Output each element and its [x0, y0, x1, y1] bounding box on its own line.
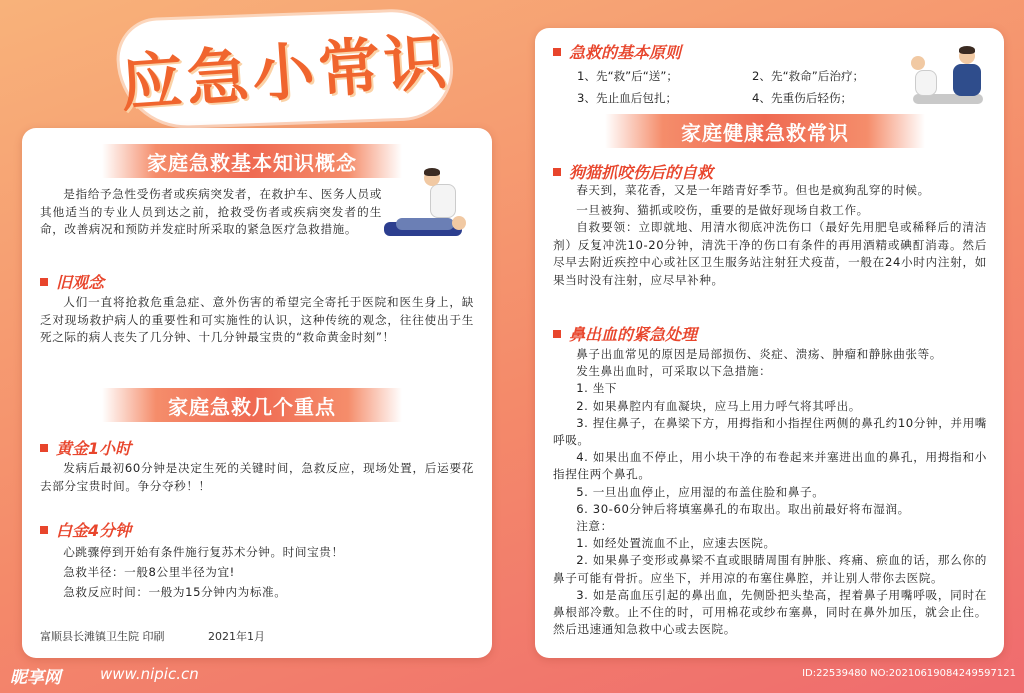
bite-para: 一旦被狗、猫抓或咬伤，重要的是做好现场自救工作。 — [576, 202, 869, 217]
nosebleed-para: 6. 30-60分钟后将填塞鼻孔的布取出。取出前最好将布湿润。 — [576, 501, 910, 516]
gold-heading-text: 黄金1小时 — [56, 439, 132, 458]
key-points-banner — [102, 388, 402, 422]
principles-list — [577, 68, 897, 106]
nosebleed-heading — [553, 322, 697, 345]
platinum-heading — [40, 518, 131, 541]
gold-heading — [40, 436, 131, 459]
bite-para: 自救要领：立即就地、用清水彻底冲洗伤口（最好先用肥皂或稀释后的清洁剂）反复冲洗10-20分钟，清洗干净的伤口有条件的再用酒精或碘酊消毒。然后尽早去附近疾控中心或社区卫生服务站注射狂犬疫苗，一般在24小时内注射，如果当时没有注射，应尽早补种。 — [553, 220, 987, 287]
bullet-square-icon — [40, 444, 48, 452]
principle-item: 3、先止血后包扎； — [577, 91, 678, 105]
principle-item: 2、先“救命”后治疗； — [752, 69, 865, 83]
bullet-square-icon — [40, 526, 48, 534]
platinum-line: 心跳骤停到开始有条件施行复苏术分钟。时间宝贵！ — [63, 545, 344, 559]
old-view-heading — [40, 270, 104, 293]
principles-heading — [553, 40, 681, 63]
old-view-heading-text: 旧观念 — [56, 273, 105, 292]
platinum-line: 急救反应时间：一般为15分钟内为标准。 — [63, 585, 287, 599]
nosebleed-para: 3. 如是高血压引起的鼻出血，先侧卧把头垫高，捏着鼻子用嘴呼吸，同时在鼻根部冷敷。止不住的时，可用棉花或纱布塞鼻，同时在鼻外加压，就会止住。然后迅速通知急救中心或去医院。 — [553, 587, 987, 637]
home-health-banner — [605, 114, 925, 148]
bite-body — [553, 182, 987, 290]
rescuers-illustration — [905, 42, 995, 112]
main-title-text: 应急小常识 — [118, 24, 453, 120]
main-title — [118, 12, 453, 122]
nosebleed-para: 4. 如果出血不停止，用小块干净的布卷起来并塞进出血的鼻孔，用拇指和小指捏住两个鼻孔。 — [553, 450, 987, 482]
principle-item: 4、先重伤后轻伤； — [752, 91, 853, 105]
key-points-heading: 家庭急救几个重点 — [168, 394, 336, 419]
cpr-illustration — [382, 166, 482, 246]
principle-item: 1、先“救”后“送”； — [577, 69, 678, 83]
home-health-heading: 家庭健康急救常识 — [681, 120, 849, 145]
bite-para: 春天到，菜花香，又是一年踏青好季节。但也是疯狗乱穿的时候。 — [576, 183, 930, 197]
right-card — [535, 28, 1004, 658]
left-card — [22, 128, 492, 658]
printer-org: 富顺县长滩镇卫生院 印刷 — [40, 630, 165, 643]
print-date: 2021年1月 — [208, 630, 265, 643]
watermark-id: ID:22539480 NO:20210619084249597121 — [802, 668, 1016, 679]
bullet-square-icon — [553, 48, 561, 56]
left-footer — [40, 628, 265, 644]
nosebleed-para: 2. 如果鼻腔内有血凝块，应马上用力呼气将其呼出。 — [576, 398, 861, 413]
platinum-heading-text: 白金4分钟 — [56, 521, 132, 540]
bullet-square-icon — [553, 330, 561, 338]
nosebleed-para: 3. 捏住鼻子，在鼻梁下方，用拇指和小指捏住两侧的鼻孔约10分钟，并用嘴呼吸。 — [553, 415, 987, 448]
concept-banner — [102, 144, 402, 178]
nosebleed-para: 5. 一旦出血停止，应用湿的布盖住脸和鼻子。 — [576, 484, 825, 499]
bullet-square-icon — [553, 168, 561, 176]
nosebleed-para: 1. 坐下 — [576, 381, 618, 396]
bite-heading-text: 狗猫抓咬伤后的自救 — [569, 163, 714, 182]
bullet-square-icon — [40, 278, 48, 286]
nosebleed-para: 2. 如果鼻子变形或鼻梁不直或眼睛周围有肿胀、疼痛、瘀血的话，那么你的鼻子可能有骨折。应坐下，并用凉的布塞住鼻腔，并让别人带你去医院。 — [553, 553, 987, 585]
platinum-line: 急救半径：一般8公里半径为宜! — [63, 565, 235, 579]
platinum-body — [40, 542, 474, 602]
nosebleed-heading-text: 鼻出血的紧急处理 — [569, 325, 698, 344]
nosebleed-para: 鼻子出血常见的原因是局部损伤、炎症、溃疡、肿瘤和静脉曲张等。 — [576, 347, 943, 361]
concept-body: 是指给予急性受伤者或疾病突发者，在救护车、医务人员或其他适当的专业人员到达之前，抢救受伤者或疾病突发者的生命，改善病况和预防并发症时所采取的紧急医疗急救措施。 — [40, 187, 382, 237]
nosebleed-para: 注意： — [576, 519, 613, 534]
gold-body: 发病后最初60分钟是决定生死的关键时间，急救反应，现场处置，后运要花去部分宝贵时间。争分夺秒！！ — [40, 461, 474, 493]
nosebleed-para: 1. 如经处置流血不止，应速去医院。 — [576, 536, 776, 551]
watermark-url: www.nipic.cn — [100, 665, 199, 683]
old-view-body: 人们一直将抢救危重急症、意外伤害的希望完全寄托于医院和医生身上，缺乏对现场救护病人的重要性和可实施性的认识，这种传统的观念，往往使出于生死之际的病人丧失了几分钟、十几分钟最宝贵的“救命黄金时刻”！ — [40, 295, 474, 345]
principles-heading-text: 急救的基本原则 — [569, 43, 682, 62]
watermark-logo: 昵享网 — [10, 668, 61, 688]
concept-heading: 家庭急救基本知识概念 — [147, 150, 357, 175]
nosebleed-body — [553, 346, 987, 638]
nosebleed-para: 发生鼻出血时，可采取以下急措施： — [576, 364, 772, 379]
bite-heading — [553, 160, 713, 183]
